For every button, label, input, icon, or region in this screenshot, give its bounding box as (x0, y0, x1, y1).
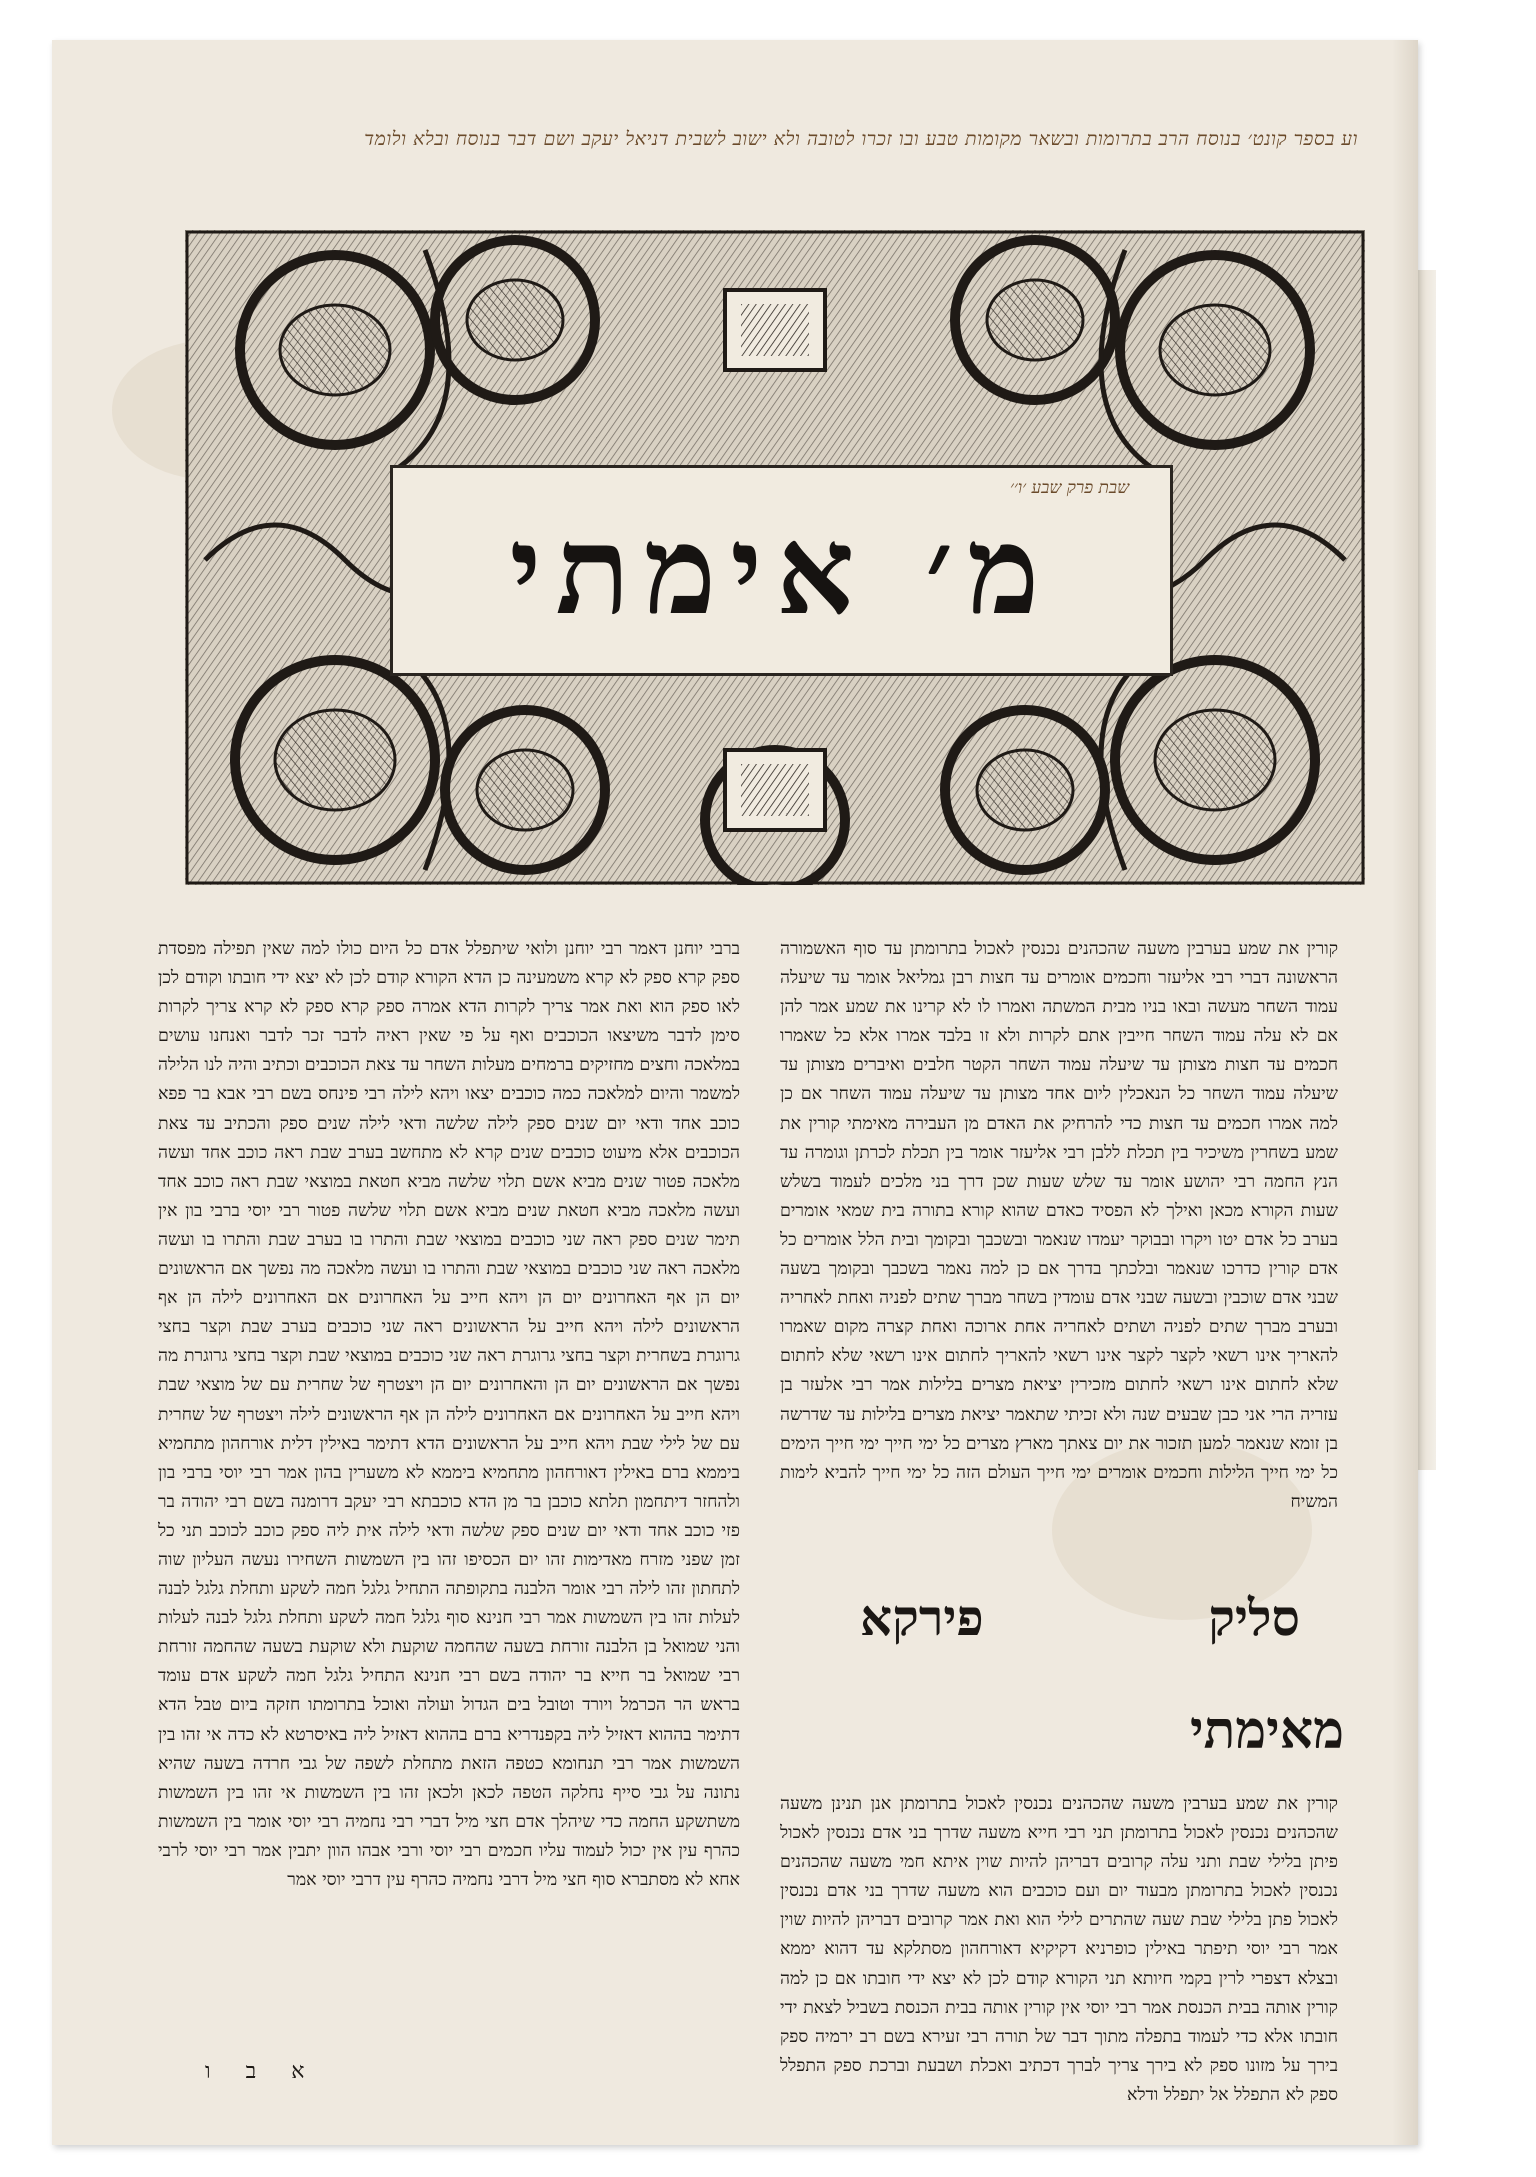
handwritten-note: וע בספר קונט׳ בנוסח הרב בתרומות ובשאר מקומות טבע ובו זכרו לטובה ולא ישוב לשבית דניאל יעקב ושם דבר בנוסח ובלא ולומד (364, 128, 1358, 150)
footer-signature: א ב ו (205, 2059, 319, 2084)
page-edge (1418, 270, 1436, 1470)
chapter-heading: מאימתי (1190, 1700, 1345, 1761)
page-title: מ׳ אימתי (509, 498, 1054, 642)
spine-shadow (1392, 40, 1418, 2145)
right-column-mishnah: קורין את שמע בערבין משעה שהכהנים נכנסין לאכול בתרומתן עד סוף האשמורה הראשונה דברי רבי אליעזר וחכמים אומרים עד חצות רבן גמליאל אומר עד שיעלה עמוד השחר מעשה ובאו בניו מבית המשתה ואמרו לו לא קרינו את שמע אמר להן אם לא עלה עמוד השחר חייבין אתם לקרות ולא זו בלבד אמרו אלא כל שאמרו חכמים עד חצות מצותן עד שיעלה עמוד השחר הקטר חלבים ואיברים מצותן עד שיעלה עמוד השחר כל הנאכלין ליום אחד מצותן עד שיעלה עמוד השחר אם כן למה אמרו חכמים עד חצות כדי להרחיק את האדם מן העבירה מאימתי קורין את שמע בשחרין משיכיר בין תכלת ללבן רבי אליעזר אומר בין תכלת לכרתן וגומרה עד הנץ החמה רבי יהושע אומר עד שלש שעות שכן דרך בני מלכים לעמוד בשלש שעות הקורא מכאן ואילך לא הפסיד כאדם שהוא קורא בתורה בית שמאי אומרים בערב כל אדם יטו ויקרו ובבוקר יעמדו שנאמר ובשכבך ובקומך ובית הלל אומרים כל אדם קורין כדרכו שנאמר ובלכתך בדרך אם כן למה נאמר בשכבך ובקומך בשעה שבני אדם שוכבין ובשעה שבני אדם עומדין בשחר מברך שתים לפניה ואחת לאחריה ובערב מברך שתים לפניה ושתים לאחריה אחת ארוכה ואחת קצרה מקום שאמרו להאריך אינו רשאי לקצר לקצר אינו רשאי להאריך לחתום אינו רשאי שלא לחתום שלא לחתום אינו רשאי לחתום מזכירין יציאת מצרים בלילות אמר רבי אלעזר בן עזריה הרי אני כבן שבעים שנה ולא זכיתי שתאמר יציאת מצרים בלילות עד שדרשה בן זומא שנאמר למען תזכור את יום צאתך מארץ מצרים כל ימי חייך ימי חייך הימים כל ימי חייך הלילות וחכמים אומרים ימי חייך העולם הזה כל ימי חייך להביא לימות המשיח (780, 939, 1338, 1512)
chapter-end-word-right: סליק (1208, 1588, 1300, 1647)
chapter-end-word-left: פירקא (860, 1588, 984, 1647)
right-column-gemara: קורין את שמע בערבין משעה שהכהנים נכנסין לאכול בתרומתן אנן תנינן משעה שהכהנים נכנסין לאכול בתרומתן תני רבי חייא משעה שדרך בני אדם נכנסין לאכול פיתן בלילי שבת ותני עלה קרובים דבריהן להיות שוין איתא חמי משעה שהכהנים נכנסין לאכול בתרומתן מבעוד יום ועם כוכבים הוא משעה שדרך בני אדם נכנסין לאכול פתן בלילי שבת שעה שהתרים לילי הוא ואת אמר קרובים דבריהן להיות שוין אמר רבי יוסי תיפתר באילין כופרניא דקיקיא דאורחהון מסתלקא עד דהוא יממא ובצלא דצפרי לרין בקמי חיותא תני הקורא קודם לכן לא יצא ידי חובתו אם כן למה קורין אותה בבית הכנסת אמר רבי יוסי אין קורין אותה בבית הכנסת בשביל לצאת ידי חובתו אלא כדי לעמוד בתפלה מתוך דבר של תורה רבי זעירא בשם רב ירמיה ספק בירך על מזונו ספק לא בירך צריך לברך דכתיב ואכלת ושבעת וברכת ספק התפלל ספק לא התפלל אל יתפלל ודלא (780, 1794, 1338, 2105)
left-column-gemara: ברבי יוחנן דאמר רבי יוחנן ולואי שיתפלל אדם כל היום כולו למה שאין תפילה מפסדת ספק קרא ספק לא קרא משמעינה כן הדא הקורא קודם לכן לא יצא ידי חובתו וקודם לכן לאו ספק הוא ואת אמר צריך לקרות הדא אמרה ספק קרא ספק לא קרא צריך לקרות סימן לדבר משיצאו הכוכבים ואף על פי שאין ראיה לדבר זכר לדבר ואנחנו עושים במלאכה וחצים מחזיקים ברמחים מעלות השחר עד צאת הכוכבים וכתיב והיה לנו הלילה למשמר והיום למלאכה כמה כוכבים יצאו ויהא לילה רבי פינחס בשם רבי אבא בר פפא כוכב אחד ודאי יום שנים ספק לילה שלשה ודאי לילה שנים ספק והכתיב עד צאת הכוכבים אלא מיעוט כוכבים שנים קרא לא מתחשב בערב שבת ראה כוכב אחד ועשה מלאכה פטור שנים מביא אשם תלוי שלשה מביא חטאת במוצאי שבת ראה כוכב אחד ועשה מלאכה מביא חטאת שנים מביא אשם תלוי שלשה פטור רבי יוסי ברבי בון אין תימר שנים ספק ראה שני כוכבים במוצאי שבת והתרו בו בערב שבת והתרו בו ועשה מלאכה ראה שני כוכבים במוצאי שבת והתרו בו ועשה מלאכה מה נפשך אם הראשונים יום הן אף האחרונים יום הן ויהא חייב על האחרונים אם האחרונים לילה הן אף הראשונים לילה ויהא חייב על הראשונים ראה שני כוכבים בערב שבת וקצר בחצי גרוגרת בשחרית וקצר בחצי גרוגרת ראה שני כוכבים במוצאי שבת וקצר בחצי גרוגרת מה נפשך אם הראשונים יום הן והאחרונים יום הן ויצטרף של שחרית עם של מוצאי שבת ויהא חייב על האחרונים אם האחרונים לילה הן אף הראשונים לילה ויצטרף של שחרית עם של לילי שבת ויהא חייב על הראשונים הדא דתימר באילין דלית אורחהון מתחמיא ביממא ברם באילין דאורחהון מתחמיא ביממא לא משערין בהון אמר רבי יוסי ברבי בון ולהחזר דיתחמון תלתא כוכבן בר מן הדא כוכבתא רבי יעקב דרומנה בשם רבי יהודה בר פזי כוכב אחד ודאי יום שנים ספק שלשה ודאי לילה אית ליה ספק כוכב לכוכב תני כל זמן שפני מזרח מאדימות זהו יום הכסיפו זהו בין השמשות השחירו נעשה העליון שוה לתחתון זהו לילה רבי אומר הלבנה בתקופתה התחיל גלגל חמה לשקע ותחלת גלגל לבנה לעלות זהו בין השמשות אמר רבי חנינא סוף גלגל חמה לשקע ותחלת גלגל לבנה לעלות והני שמואל בן הלבנה זורחת בשעה שהחמה שוקעת ולא שוקעת בשעה שהחמה זורחת רבי שמואל בר חייא בר יהודה בשם רבי חנינא התחיל גלגל חמה לשקע אדם עומד בראש הר הכרמל ויורד וטובל בים הגדול ועולה ואוכל בתרומתו חזקה ביום טבל הדא דתימר בההוא דאזיל ליה בקפנדריא ברם בההוא דאזיל ליה באיסרטא לא כדה אי זהו בין השמשות אמר רבי תנחומא כטפה הזאת מתחלת לשפה של גבי חרדה בשעה שהיא נתונה על גבי סייף נחלקה הטפה לכאן ולכאן זהו בין השמשות אי זהו בין השמשות משתשקע החמה כדי שיהלך אדם חצי מיל דברי רבי נחמיה רבי יוסי אומר בין השמשות כהרף עין אין יכול לעמוד עליו חכמים רבי יוסי ורבי אבהו הוון יתבין אמר רבי יוסי לרבי אחא לא מסתברא סוף חצי מיל דרבי נחמיה כהרף עין דרבי יוסי אמר (158, 939, 740, 1890)
title-handwritten-note: שבת פרק שבע ׳ו׳׳ (1010, 478, 1130, 498)
chapter-end-heading (860, 1588, 1300, 1647)
